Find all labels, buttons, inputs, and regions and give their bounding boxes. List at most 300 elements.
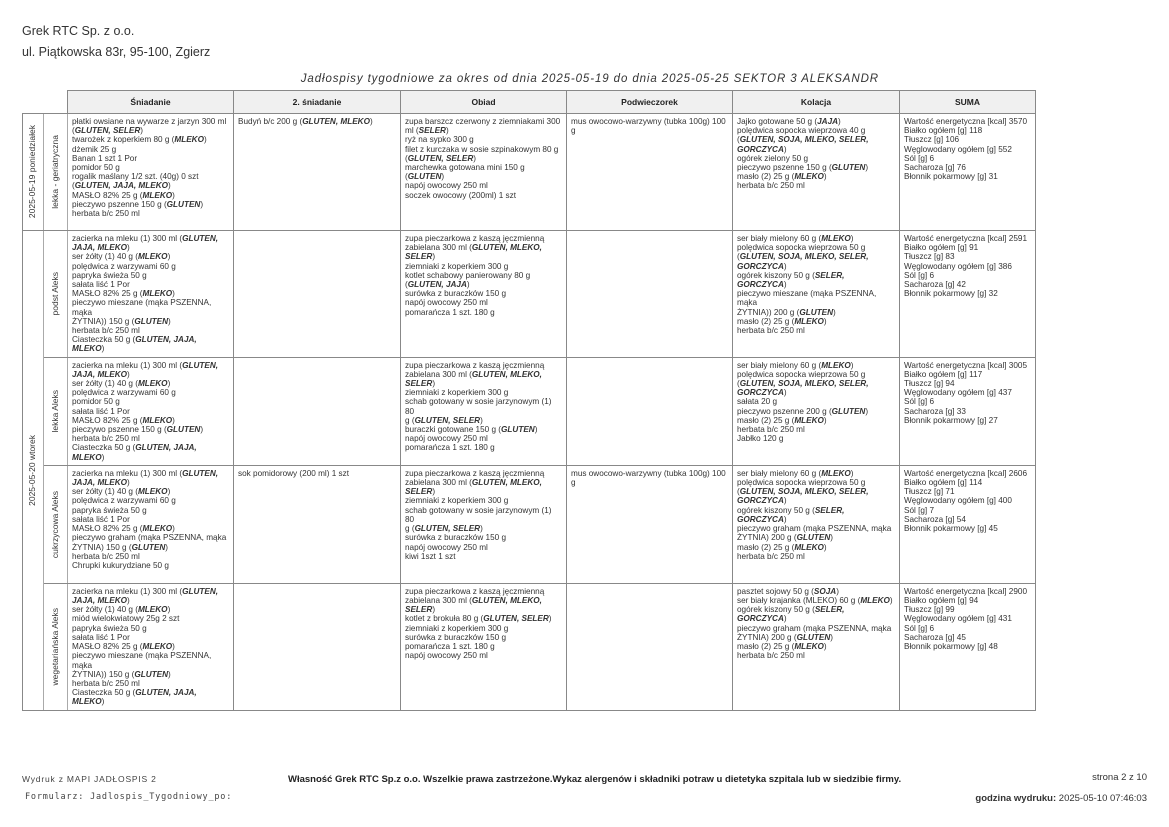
item-text: ) [473,153,476,163]
item-text: pieczywo pszenne 150 g ( [72,199,167,209]
allergen-text: MLEKO [142,415,173,425]
meal-item [737,596,895,605]
allergen-text: GLUTEN, SELER [414,524,481,534]
item-text: soczek owocowy (200ml) 1 szt [405,190,517,200]
nutrition-line [904,506,1031,515]
nutrition-line [904,407,1031,416]
item-text: Wartość energetyczna [kcal] 2900 [904,586,1028,596]
nutrition-line [904,370,1031,379]
diet-name: lekka Aleks [49,389,60,433]
item-text: pieczywo pszenne 150 g ( [737,163,832,173]
item-text: surówka z buraczków 150 g [405,289,507,299]
day-date-cell [23,231,44,711]
allergen-text: GLUTEN, MLEKO, [471,243,542,253]
allergen-text: GLUTEN, SOJA, MLEKO, SELER, [739,487,869,497]
item-text: miód wielokwiatowy 25g 2 szt [72,614,180,624]
item-text: Jabłko 120 g [737,434,784,444]
item-text: schab gotowany w sosie jarzynowym (1) 80 [405,397,552,416]
allergen-text: GLUTEN, MLEKO, [471,596,542,606]
item-text: zabielana 300 ml ( [405,596,472,606]
meal-item [737,126,895,135]
item-text: Tłuszcz [g] 94 [904,379,955,389]
item-text: polędwica z warzywami 60 g [72,496,176,506]
item-text: ( [72,181,75,191]
nutrition-line [904,145,1031,154]
item-text: ser biały mielony 60 g ( [737,234,822,243]
meal-item [72,469,229,478]
item-text: schab gotowany w sosie jarzynowym (1) 80 [405,505,552,524]
meal-cell [567,231,733,358]
meal-item [72,298,229,316]
meal-item [405,379,562,388]
allergen-text: SELER, GORCZYCA [737,505,845,524]
footer-print-source: Wydruk z MAPI JADŁOSPIS 2 [22,774,157,784]
item-text: polędwica z warzywami 60 g [72,388,176,398]
meal-item [405,506,562,524]
item-text: polędwica sopocka wieprzowa 50 g [737,369,866,379]
meal-item [405,298,562,307]
item-text: ) [432,487,436,497]
allergen-text: GLUTEN, MLEKO, [471,369,542,379]
allergen-text: GORCZYCA [737,496,784,506]
header-blank [23,91,68,114]
allergen-text: MLEKO [794,316,824,326]
meal-item [72,587,229,596]
item-text: ) [432,379,436,389]
meal-item [72,243,229,252]
item-text: ( [737,135,740,145]
item-text: ) [127,478,130,488]
meal-item [72,524,229,533]
meal-item [72,407,229,416]
allergen-text: JAJA [817,117,839,126]
allergen-text: GLUTEN [796,533,831,543]
meal-item [405,425,562,434]
item-text: Ciasteczka 50 g ( [72,335,136,345]
nutrition-summary-cell [900,231,1036,358]
item-text: Białko ogółem [g] 91 [904,243,979,253]
item-text: g ( [405,524,415,534]
item-text: ) [833,307,836,317]
meal-item [737,379,895,388]
item-text: Węglowodany ogółem [g] 431 [904,614,1012,624]
item-text: pieczywo mieszane (mąka PSZENNA, mąka [72,651,212,670]
item-text: ŻYTNIA) 150 g ( [72,542,132,552]
meal-item [238,469,396,478]
company-address: ul. Piątkowska 83r, 95-100, Zgierz [22,45,211,59]
meal-item [737,633,895,642]
item-text: ) [889,596,893,606]
meal-item [405,370,562,379]
column-header: Podwieczorek [567,91,733,114]
allergen-text: JAJA, MLEKO [72,369,128,379]
diet-cell [44,465,68,583]
item-text: ŻYTNIA) 200 g ( [737,533,797,543]
item-text: ) [783,388,787,398]
item-text: sałata liść 1 Por [72,280,130,290]
meal-item [737,605,895,623]
item-text: ( [737,379,740,389]
item-text: surówka z buraczków 150 g [405,533,507,543]
item-text: herbata b/c 250 ml [72,209,140,219]
meal-item [405,397,562,415]
item-text: ( [737,252,740,262]
meal-item [72,443,229,461]
item-text: ) [172,289,175,299]
meal-item [405,642,562,651]
meal-item [737,496,895,505]
meal-item [405,280,562,289]
meal-item [72,533,229,542]
meal-item [405,443,562,452]
item-text: zupa pieczarkowa z kaszą jęczmienną [405,360,545,370]
item-text: ) [823,172,827,182]
meal-item [72,506,229,515]
allergen-text: GLUTEN, SELER [483,614,549,624]
meal-item [72,425,229,434]
item-text: ) [172,415,175,425]
item-text: ) [140,126,143,136]
meal-item [405,651,562,660]
meal-item [737,533,895,542]
item-text: ) [203,135,207,145]
meal-item [737,524,895,533]
item-text: ) [783,144,787,154]
meal-cell [401,357,567,465]
item-text: Sól [g] 6 [904,270,935,280]
meal-cell [68,583,234,710]
item-text: Tłuszcz [g] 71 [904,487,955,497]
item-text: zabielana 300 ml ( [405,478,472,488]
item-text: Sacharoza [g] 45 [904,632,966,642]
item-text: pieczywo pszenne 150 g ( [72,425,167,435]
item-text: Węglowodany ogółem [g] 400 [904,496,1012,506]
header-row [23,91,1036,114]
nutrition-line [904,379,1031,388]
nutrition-line [904,515,1031,524]
meal-cell [68,231,234,358]
meal-cell [68,114,234,231]
menu-row [23,114,1036,231]
allergen-text: GLUTEN [831,163,866,173]
item-text: ( [405,153,408,163]
allergen-text: GLUTEN, [182,234,219,243]
item-text: ) [823,542,827,552]
meal-item [72,191,229,200]
meal-item [405,478,562,487]
allergen-text: GLUTEN, [182,360,219,370]
nutrition-line [904,154,1031,163]
meal-item [737,587,895,596]
meal-item [737,317,895,326]
item-text: papryka świeża 50 g [72,505,147,515]
item-text: ) [168,669,171,679]
meal-item [405,533,562,542]
item-text: Sól [g] 7 [904,505,935,515]
allergen-text: GLUTEN [407,172,442,182]
item-text: zabielana 300 ml ( [405,369,472,379]
allergen-text: GLUTEN [134,669,169,679]
meal-item [737,487,895,496]
nutrition-line [904,642,1031,651]
meal-cell [733,583,900,710]
menu-row [23,583,1036,710]
meal-item [72,633,229,642]
item-text: ogórek zielony 50 g [737,153,809,163]
item-text: ) [830,533,834,543]
item-text: ) [823,316,827,326]
footer-page-number: strona 2 z 10 [1092,772,1147,783]
item-text: ) [850,234,854,243]
meal-item [72,515,229,524]
item-text: ) [838,117,841,126]
item-text: ) [783,280,787,290]
item-text: g ( [405,415,415,425]
item-text: Banan 1 szt 1 Por [72,153,138,163]
meal-item [72,624,229,633]
item-text: Ciasteczka 50 g ( [72,443,136,453]
item-text: ) [850,360,854,370]
item-text: napój owocowy 250 ml [405,434,488,444]
item-text: ) [127,596,130,606]
meal-item [737,308,895,317]
item-text: ) [836,586,839,596]
allergen-text: MLEKO [142,289,173,299]
item-text: Błonnik pokarmowy [g] 27 [904,415,998,425]
allergen-text: GLUTEN [134,316,169,326]
item-text: pomarańcza 1 szt. 180 g [405,642,495,652]
item-text: Sól [g] 6 [904,623,935,633]
menu-row [23,357,1036,465]
nutrition-line [904,388,1031,397]
meal-item [72,642,229,651]
meal-item [737,397,895,406]
item-text: masło (2) 25 g ( [737,415,795,425]
diet-name: podst Aleks [49,272,60,316]
item-text: MASŁO 82% 25 g ( [72,415,143,425]
meal-item [737,271,895,289]
item-text: surówka z buraczków 150 g [405,632,507,642]
nutrition-line [904,234,1031,243]
nutrition-line [904,633,1031,642]
meal-item [405,587,562,596]
item-text: zabielana 300 ml ( [405,243,472,253]
item-text: Sacharoza [g] 76 [904,163,966,173]
item-text: Tłuszcz [g] 99 [904,605,955,615]
item-text: ) [127,369,130,379]
meal-item [405,633,562,642]
item-text: ser żółty (1) 40 g ( [72,487,138,497]
meal-cell [401,583,567,710]
allergen-text: MLEKO [142,642,173,652]
meal-item [72,280,229,289]
meal-item [405,271,562,280]
meal-item [737,370,895,379]
meal-item [72,126,229,135]
footer-form-name: Formularz: Jadlospis_Tygodniowy_po: [25,792,233,802]
item-text: pasztet sojowy 50 g ( [737,586,814,596]
nutrition-line [904,416,1031,425]
item-text: ) [172,190,175,200]
item-text: ) [441,172,445,182]
item-text: ) [823,415,827,425]
company-header [22,21,210,63]
nutrition-line [904,243,1031,252]
item-text: ( [405,280,408,290]
item-text: herbata b/c 250 ml [737,551,805,561]
nutrition-summary-cell [900,583,1036,710]
nutrition-line [904,252,1031,261]
meal-item [72,271,229,280]
meal-cell [68,465,234,583]
meal-cell [234,114,401,231]
item-text: pomarańcza 1 szt. 180 g [405,443,495,453]
allergen-text: MLEKO [142,524,173,534]
allergen-text: MLEKO [137,379,168,389]
meal-item [737,243,895,252]
allergen-text: MLEKO [794,172,824,182]
meal-item [72,596,229,605]
item-text: filet z kurczaka w sosie szpinakowym 80 g [405,144,559,154]
item-text: ziemniaki z koperkiem 300 g [405,623,509,633]
meal-item [72,145,229,154]
meal-item [737,651,895,660]
item-text: ) [548,614,552,624]
allergen-text: GLUTEN, SELER [414,415,481,425]
meal-item [405,524,562,533]
meal-item [737,154,895,163]
item-text: ) [432,252,436,262]
item-text: Wartość energetyczna [kcal] 3570 [904,117,1028,126]
meal-item [405,135,562,144]
item-text: kotlet schabowy panierowany 80 g [405,270,531,280]
item-text: ogórek kiszony 50 g ( [737,505,815,515]
diet-name: wegetariańska Aleks [49,607,60,686]
nutrition-line [904,614,1031,623]
meal-item [405,496,562,505]
item-text: ŻYTNIA)) 150 g ( [72,316,135,326]
meal-item [72,679,229,688]
nutrition-line [904,496,1031,505]
item-text: pieczywo mieszane (mąka PSZENNA, mąka [72,298,212,317]
meal-item [72,172,229,181]
allergen-text: SOJA [813,586,837,596]
item-text: ) [127,243,130,253]
item-text: ) [865,406,869,416]
item-text: ŻYTNIA)) 200 g ( [737,307,800,317]
item-text: Błonnik pokarmowy [g] 31 [904,172,998,182]
meal-item [72,181,229,190]
diet-cell [44,583,68,710]
allergen-text: JAJA, MLEKO [72,478,128,488]
item-text: ) [445,126,449,136]
nutrition-summary-cell [900,114,1036,231]
item-text: płatki owsiane na wywarze z jarzyn 300 ml [72,117,227,126]
menu-body [23,114,1036,711]
item-text: polędwica sopocka wieprzowa 40 g [737,126,866,136]
nutrition-line [904,126,1031,135]
nutrition-line [904,135,1031,144]
item-text: ) [101,344,105,354]
footer-print-time [975,793,1147,804]
item-text: ml ( [405,126,419,136]
column-header: Obiad [401,91,567,114]
nutrition-line [904,280,1031,289]
item-text: ) [167,605,171,615]
company-name: Grek RTC Sp. z o.o. [22,24,135,38]
item-text: ) [534,425,538,435]
item-text: pieczywo graham (mąka PSZENNA, mąka [72,533,227,543]
item-text: herbata b/c 250 ml [737,326,805,336]
item-text: Tłuszcz [g] 83 [904,252,955,262]
meal-item [72,252,229,261]
weekly-menu-table [22,90,1036,711]
meal-item [737,552,895,561]
item-text: herbata b/c 250 ml [72,326,140,336]
item-text: ) [167,487,171,497]
meal-item [405,252,562,261]
allergen-text: GORCZYCA [737,388,784,398]
nutrition-line [904,397,1031,406]
allergen-text: MLEKO [174,135,204,145]
item-text: Błonnik pokarmowy [g] 45 [904,524,998,534]
meal-item [405,596,562,605]
item-text: pomidor 50 g [72,163,120,173]
item-text: papryka świeża 50 g [72,623,147,633]
item-text: ) [200,199,204,209]
item-text: ) [865,163,869,173]
item-text: polędwica sopocka wieprzowa 50 g [737,478,866,488]
document-title: Jadłospisy tygodniowe za okres od dnia 2025-05-19 do dnia 2025-05-25 SEKTOR 3 ALEKSANDR [300,73,879,85]
nutrition-line [904,361,1031,370]
allergen-text: MLEKO [794,642,824,652]
allergen-text: JAJA, MLEKO [72,243,128,253]
meal-item [72,496,229,505]
item-text: Budyń b/c 200 g ( [238,117,303,126]
item-text: Węglowodany ogółem [g] 552 [904,144,1012,154]
print-time-label: godzina wydruku: [975,793,1057,804]
meal-item [737,407,895,416]
diet-cell [44,357,68,465]
meal-item [405,154,562,163]
meal-item [737,172,895,181]
allergen-text: GLUTEN [831,406,866,416]
meal-item [72,614,229,623]
meal-item [72,335,229,353]
allergen-text: GLUTEN, SOJA, MLEKO, SELER, [739,379,869,389]
allergen-text: MLEKO [821,360,851,370]
item-text: masło (2) 25 g ( [737,642,795,652]
meal-item [72,670,229,679]
meal-item [737,262,895,271]
nutrition-line [904,624,1031,633]
allergen-text: GLUTEN [501,425,535,435]
allergen-text: GORCZYCA [737,261,784,271]
item-text: ( [72,126,75,136]
item-text: pieczywo mieszane (mąka PSZENNA, mąka [737,289,877,308]
meal-item [72,154,229,163]
meal-item [737,326,895,335]
meal-item [405,605,562,614]
item-text: ryż na sypko 300 g [405,135,474,145]
meal-item [72,289,229,298]
meal-item [72,397,229,406]
allergen-text: GLUTEN, MLEKO, [471,478,542,488]
item-text: papryka świeża 50 g [72,270,147,280]
meal-item [72,379,229,388]
item-text: ) [167,379,171,389]
meal-cell [401,231,567,358]
